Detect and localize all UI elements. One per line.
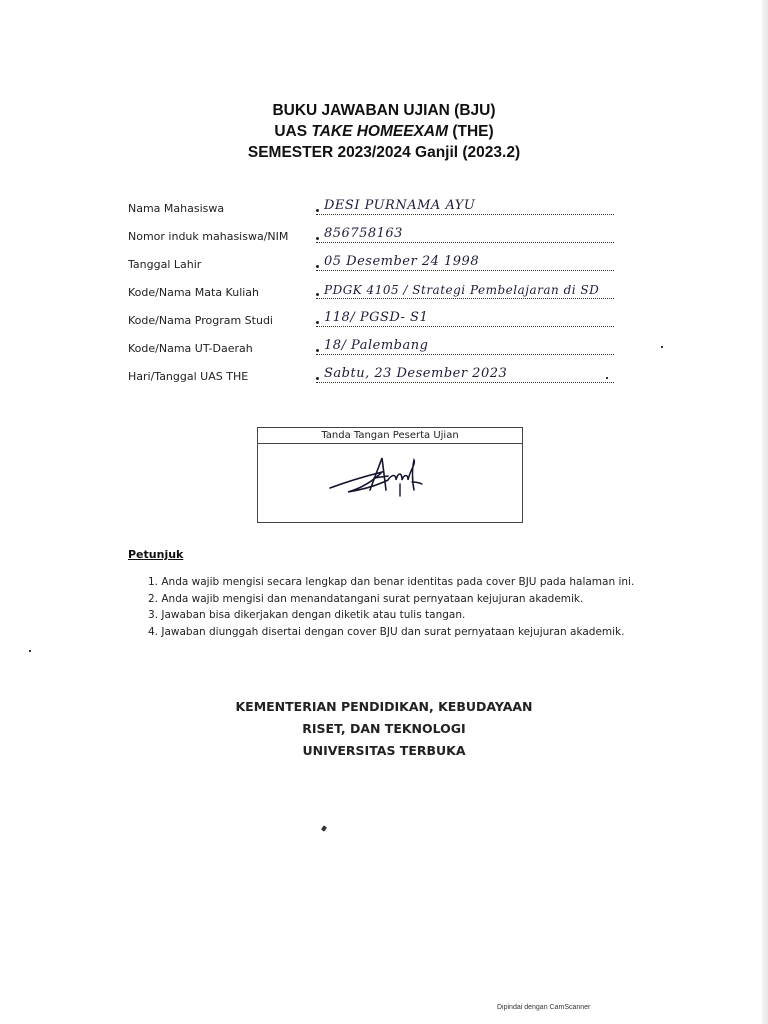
field-label: Hari/Tanggal UAS THE xyxy=(128,370,249,383)
instruction-item: 3. Jawaban bisa dikerjakan dengan diketik atau tulis tangan. xyxy=(148,609,466,621)
field-label: Kode/Nama Program Studi xyxy=(128,314,273,327)
field-value-line xyxy=(316,278,614,299)
field-value-line xyxy=(316,334,614,355)
scan-speck xyxy=(661,346,663,348)
field-label: Nama Mahasiswa xyxy=(128,202,225,215)
header-title: BUKU JAWABAN UJIAN (BJU) xyxy=(272,102,496,119)
field-ut-daerah xyxy=(128,334,618,362)
handwritten-value: 05 Desember 24 1998 xyxy=(324,254,480,269)
scan-speck xyxy=(606,377,608,379)
signature-box xyxy=(257,427,523,523)
scan-speck xyxy=(29,650,31,652)
footer-ministry-cont: RISET, DAN TEKNOLOGI xyxy=(302,721,466,736)
field-value-line xyxy=(316,222,614,243)
institution-footer xyxy=(0,696,768,762)
identity-fields xyxy=(128,194,618,390)
field-tanggal-uas xyxy=(128,362,618,390)
petunjuk-title: Petunjuk xyxy=(128,548,184,561)
field-label: Tanggal Lahir xyxy=(128,258,202,271)
field-mata-kuliah xyxy=(128,278,618,306)
handwritten-value: PDGK 4105 / Strategi Pembelajaran di SD xyxy=(324,283,600,297)
field-label: Nomor induk mahasiswa/NIM xyxy=(128,230,289,243)
field-label: Kode/Nama UT-Daerah xyxy=(128,342,253,355)
instruction-list xyxy=(148,574,634,640)
camscanner-watermark: Dipindai dengan CamScanner xyxy=(497,1004,591,1011)
handwritten-value: Sabtu, 23 Desember 2023 xyxy=(324,366,508,381)
field-value-line xyxy=(316,250,614,271)
handwritten-value: 18/ Palembang xyxy=(324,338,429,353)
field-nim xyxy=(128,222,618,250)
handwritten-value: 118/ PGSD- S1 xyxy=(324,310,429,325)
field-tanggal-lahir xyxy=(128,250,618,278)
signature-heading: Tanda Tangan Peserta Ujian xyxy=(258,428,522,444)
field-nama xyxy=(128,194,618,222)
field-program-studi xyxy=(128,306,618,334)
scan-speck xyxy=(321,825,327,831)
footer-university: UNIVERSITAS TERBUKA xyxy=(302,743,466,758)
header-subtitle: UAS TAKE HOMEEXAM (THE) xyxy=(274,123,494,140)
instruction-item: 1. Anda wajib mengisi secara lengkap dan benar identitas pada cover BJU pada halaman ini. xyxy=(148,576,635,588)
signature-image xyxy=(326,450,436,502)
instruction-item: 4. Jawaban diunggah disertai dengan cover BJU dan surat pernyataan kejujuran akademik. xyxy=(148,625,625,638)
field-value-line xyxy=(316,306,614,327)
footer-ministry: KEMENTERIAN PENDIDIKAN, KEBUDAYAAN xyxy=(235,699,533,714)
handwritten-value: DESI PURNAMA AYU xyxy=(324,198,476,213)
instruction-item: 2. Anda wajib mengisi dan menandatangani surat pernyataan kejujuran akademik. xyxy=(148,592,584,605)
field-label: Kode/Nama Mata Kuliah xyxy=(128,286,260,299)
header-semester: SEMESTER 2023/2024 Ganjil (2023.2) xyxy=(247,144,521,161)
document-header xyxy=(0,100,768,163)
field-value-line xyxy=(316,194,614,215)
handwritten-value: 856758163 xyxy=(324,226,403,241)
field-value-line xyxy=(316,362,614,383)
